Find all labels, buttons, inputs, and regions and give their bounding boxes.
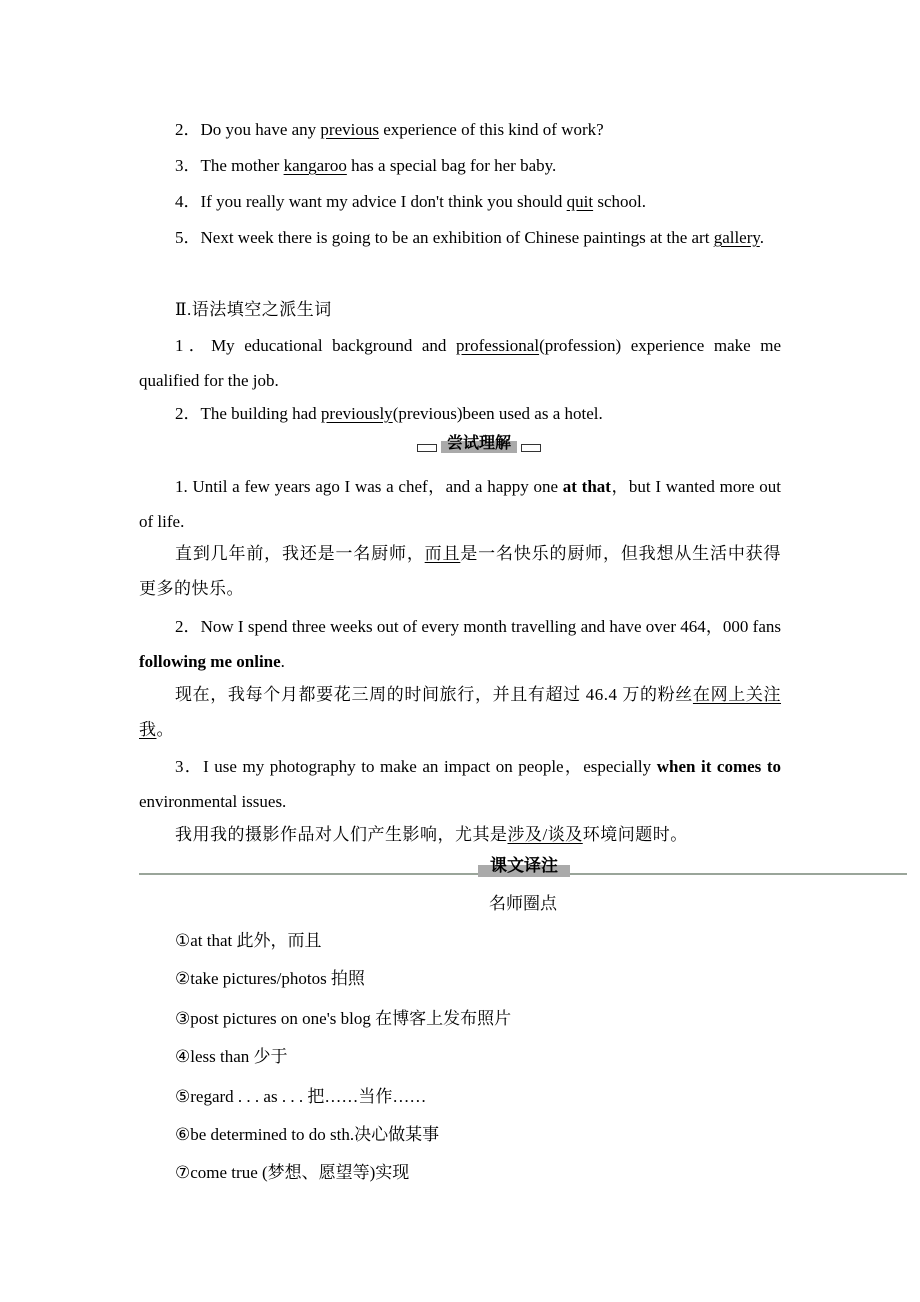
notes-title: 名师圈点 [489, 894, 557, 913]
text-segment: 1．My educational background and [175, 336, 456, 355]
text-segment: . [280, 652, 285, 671]
paragraph [139, 817, 781, 852]
answer-word: gallery [713, 228, 760, 247]
section-title: 课文译注 [490, 856, 558, 876]
paragraph [139, 749, 781, 819]
paragraph [139, 469, 781, 539]
answer-word: previous [320, 120, 379, 139]
text-segment: 5．Next week there is going to be an exhibition of Chinese paintings at the art [175, 228, 714, 247]
note-item: ⑤regard . . . as . . . 把……当作…… [175, 1087, 427, 1106]
text-segment: 我用我的摄影作品对人们产生影响，尤其是 [175, 825, 508, 844]
paragraph [139, 184, 781, 219]
answer-word: previously [320, 404, 393, 423]
text-segment: 直到几年前，我还是一名厨师， [175, 544, 425, 563]
answer-word: 而且 [424, 544, 461, 563]
section-header-try-understand [417, 432, 541, 454]
text-segment: 2．The building had [175, 404, 321, 423]
key-phrase: following me online [139, 652, 281, 671]
note-item: ⑥be determined to do sth.决心做某事 [175, 1125, 440, 1144]
section-title: 尝试理解 [446, 433, 511, 452]
paragraph [139, 328, 781, 398]
paragraph [139, 609, 781, 679]
note-item: ②take pictures/photos 拍照 [175, 969, 365, 988]
paragraph [139, 292, 781, 327]
text-segment: Ⅱ.语法填空之派生词 [175, 300, 332, 319]
text-segment: school. [593, 192, 646, 211]
answer-word: 在网上关注我 [139, 685, 782, 739]
text-segment: (profession) experience make me qualified for the job. [139, 336, 781, 390]
text-segment: 现在，我每个月都要花三周的时间旅行，并且有超过 46.4 万的粉丝 [175, 685, 693, 704]
text-segment: experience of this kind of work? [378, 120, 604, 139]
paragraph [139, 112, 781, 147]
text-segment: environmental issues. [139, 792, 287, 811]
paragraph [139, 148, 781, 183]
paragraph [139, 396, 781, 431]
answer-word: professional [455, 336, 540, 355]
text-segment: 4．If you really want my advice I don't think you should [175, 192, 567, 211]
text-segment: . [759, 228, 765, 247]
section-header-text-notes [478, 851, 570, 877]
text-segment: 3．I use my photography to make an impact on people，especially [175, 757, 657, 776]
note-item: ④less than 少于 [175, 1047, 288, 1066]
answer-word: quit [566, 192, 594, 211]
text-segment: 1. Until a few years ago I was a chef，and a happy one [175, 477, 563, 496]
text-segment: 3．The mother [175, 156, 284, 175]
answer-word: 涉及/谈及 [507, 825, 583, 844]
paragraph [139, 536, 781, 606]
text-segment: has a special bag for her baby. [346, 156, 557, 175]
text-segment: 。 [156, 720, 174, 739]
note-item: ①at that 此外，而且 [175, 931, 322, 950]
text-segment: 2．Now I spend three weeks out of every month travelling and have over 464，000 fans [175, 617, 781, 636]
header-decoration [417, 444, 437, 452]
text-segment: 是一名快乐的厨师，但我想从生活中获得更多的快乐。 [139, 544, 782, 598]
text-segment: 2．Do you have any [175, 120, 321, 139]
header-decoration [521, 444, 541, 452]
key-phrase: when it comes to [656, 757, 781, 776]
text-segment: 环境问题时。 [582, 825, 688, 844]
note-item: ⑦come true (梦想、愿望等)实现 [175, 1163, 410, 1182]
text-segment: ，but I wanted more out of life. [139, 477, 781, 531]
text-segment: (previous)been used as a hotel. [392, 404, 603, 423]
paragraph [139, 220, 781, 255]
key-phrase: at that [562, 477, 611, 496]
note-item: ③post pictures on one's blog 在博客上发布照片 [175, 1009, 512, 1028]
answer-word: kangaroo [283, 156, 347, 175]
paragraph [139, 677, 781, 747]
